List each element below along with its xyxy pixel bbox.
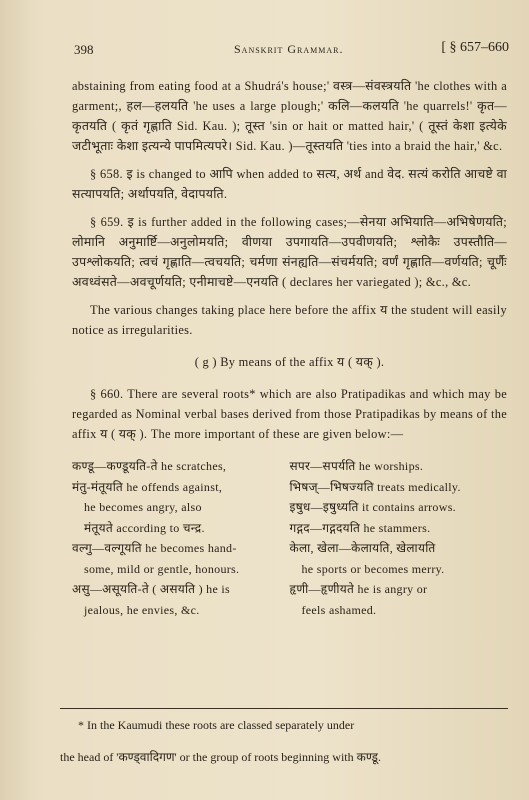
root-entry-continued: मंतूयते according to चन्द्र. [84, 520, 205, 535]
root-entry: कण्डू—कण्डूयति-ते he scratches, [72, 459, 227, 473]
root-entry: गद्गद—गद्गदयति he stammers. [289, 520, 431, 535]
root-entry: मंतु-मंतूयति he offends against, [72, 479, 223, 494]
footnote [60, 708, 508, 779]
roots-column-right [290, 456, 508, 620]
root-entry: केला, खेला—केलायति, खेलायति [289, 541, 436, 555]
footnote-line: * In the Kaumudi these roots are classed separately under [78, 718, 355, 732]
root-entry-continued: jealous, he envies, &c. [84, 602, 200, 617]
root-entry: वल्गु—वल्गूयति he becomes hand- [72, 541, 237, 555]
page-body [72, 76, 507, 620]
root-entry-continued: feels ashamed. [301, 602, 377, 617]
page-title: Sanskrit Grammar. [234, 42, 344, 56]
root-entry: असु—असूयति-ते ( असयति ) he is [72, 582, 231, 596]
roots-column-left [72, 456, 290, 620]
root-entry: सपर—सपर्यति he worships. [289, 459, 424, 473]
paragraph-657-continued: abstaining from eating food at a Shudrá's house;' वस्त्र—संवस्त्रयति 'he clothes with a garment;, हल—हलयति 'he uses a large plough;' कलि—कलयति 'he quarrels!' कृत—कृतयति ( कृतं गृह्णाति Sid. Kau. ); तूस्त 'sin or hait or matted hair,' ( तूस्तं केशा इत्येके जटीभूताः केशा इत्यन्ये पापमित्यपरे। Sid. Kau. )—तूस्तयति 'ties into a braid the hair,' &c. [72, 79, 507, 153]
paragraph-660: § 660. There are several roots* which are also Pratipadikas and which may be regarded as Nominal verbal bases derived from those Pratipadikas by means of the affix य ( यक् ). The more important of these are given below:— [72, 387, 507, 441]
root-entry: भिषज्—भिषज्यति treats medically. [289, 479, 461, 494]
root-entry-continued: some, mild or gentle, honours. [84, 561, 240, 576]
root-entry: हृणी—हृणीयते he is angry or [289, 582, 428, 596]
subheading-affix-ya: ( g ) By means of the affix य ( यक् ). [194, 355, 385, 369]
root-entry: इषुध—इषुध्यति it contains arrows. [289, 500, 456, 514]
running-header [74, 40, 509, 60]
paragraph-658: § 658. इ is changed to आपि when added to सत्य, अर्थ and वेद. सत्यं करोति आचष्टे वा सत्यापयति; अर्थापयति, वेदापयति. [72, 167, 507, 201]
roots-list [72, 456, 507, 620]
root-entry-continued: he sports or becomes merry. [301, 561, 445, 576]
footnote-line: the head of 'कण्ड्वादिगण' or the group of roots beginning with कण्डू. [60, 750, 381, 764]
section-range: [ § 657–660 [441, 40, 509, 55]
root-entry-continued: he becomes angry, also [84, 500, 202, 514]
paragraph-irregularities: The various changes taking place here before the affix य the student will easily notice as irregularities. [72, 303, 507, 337]
page-number: 398 [74, 42, 94, 57]
paragraph-659: § 659. इ is further added in the following cases;—सेनया अभियाति—अभिषेणयति; लोमानि अनुमार्ष्टि—अनुलोमयति; वीणया उपगायति—उपवीणयति; श्लोकैः उपस्तौति—उपश्लोकयति; त्वचं गृह्णाति—त्वचयति; चर्मणा संनह्यति—संचर्मयति; वर्णं गृह्णाति—वर्णयति; चूर्णैः अवध्वंसते—अवचूर्णयति; एनीमाचष्टे—एनयति ( declares her variegated ); &c., &c. [72, 215, 507, 289]
